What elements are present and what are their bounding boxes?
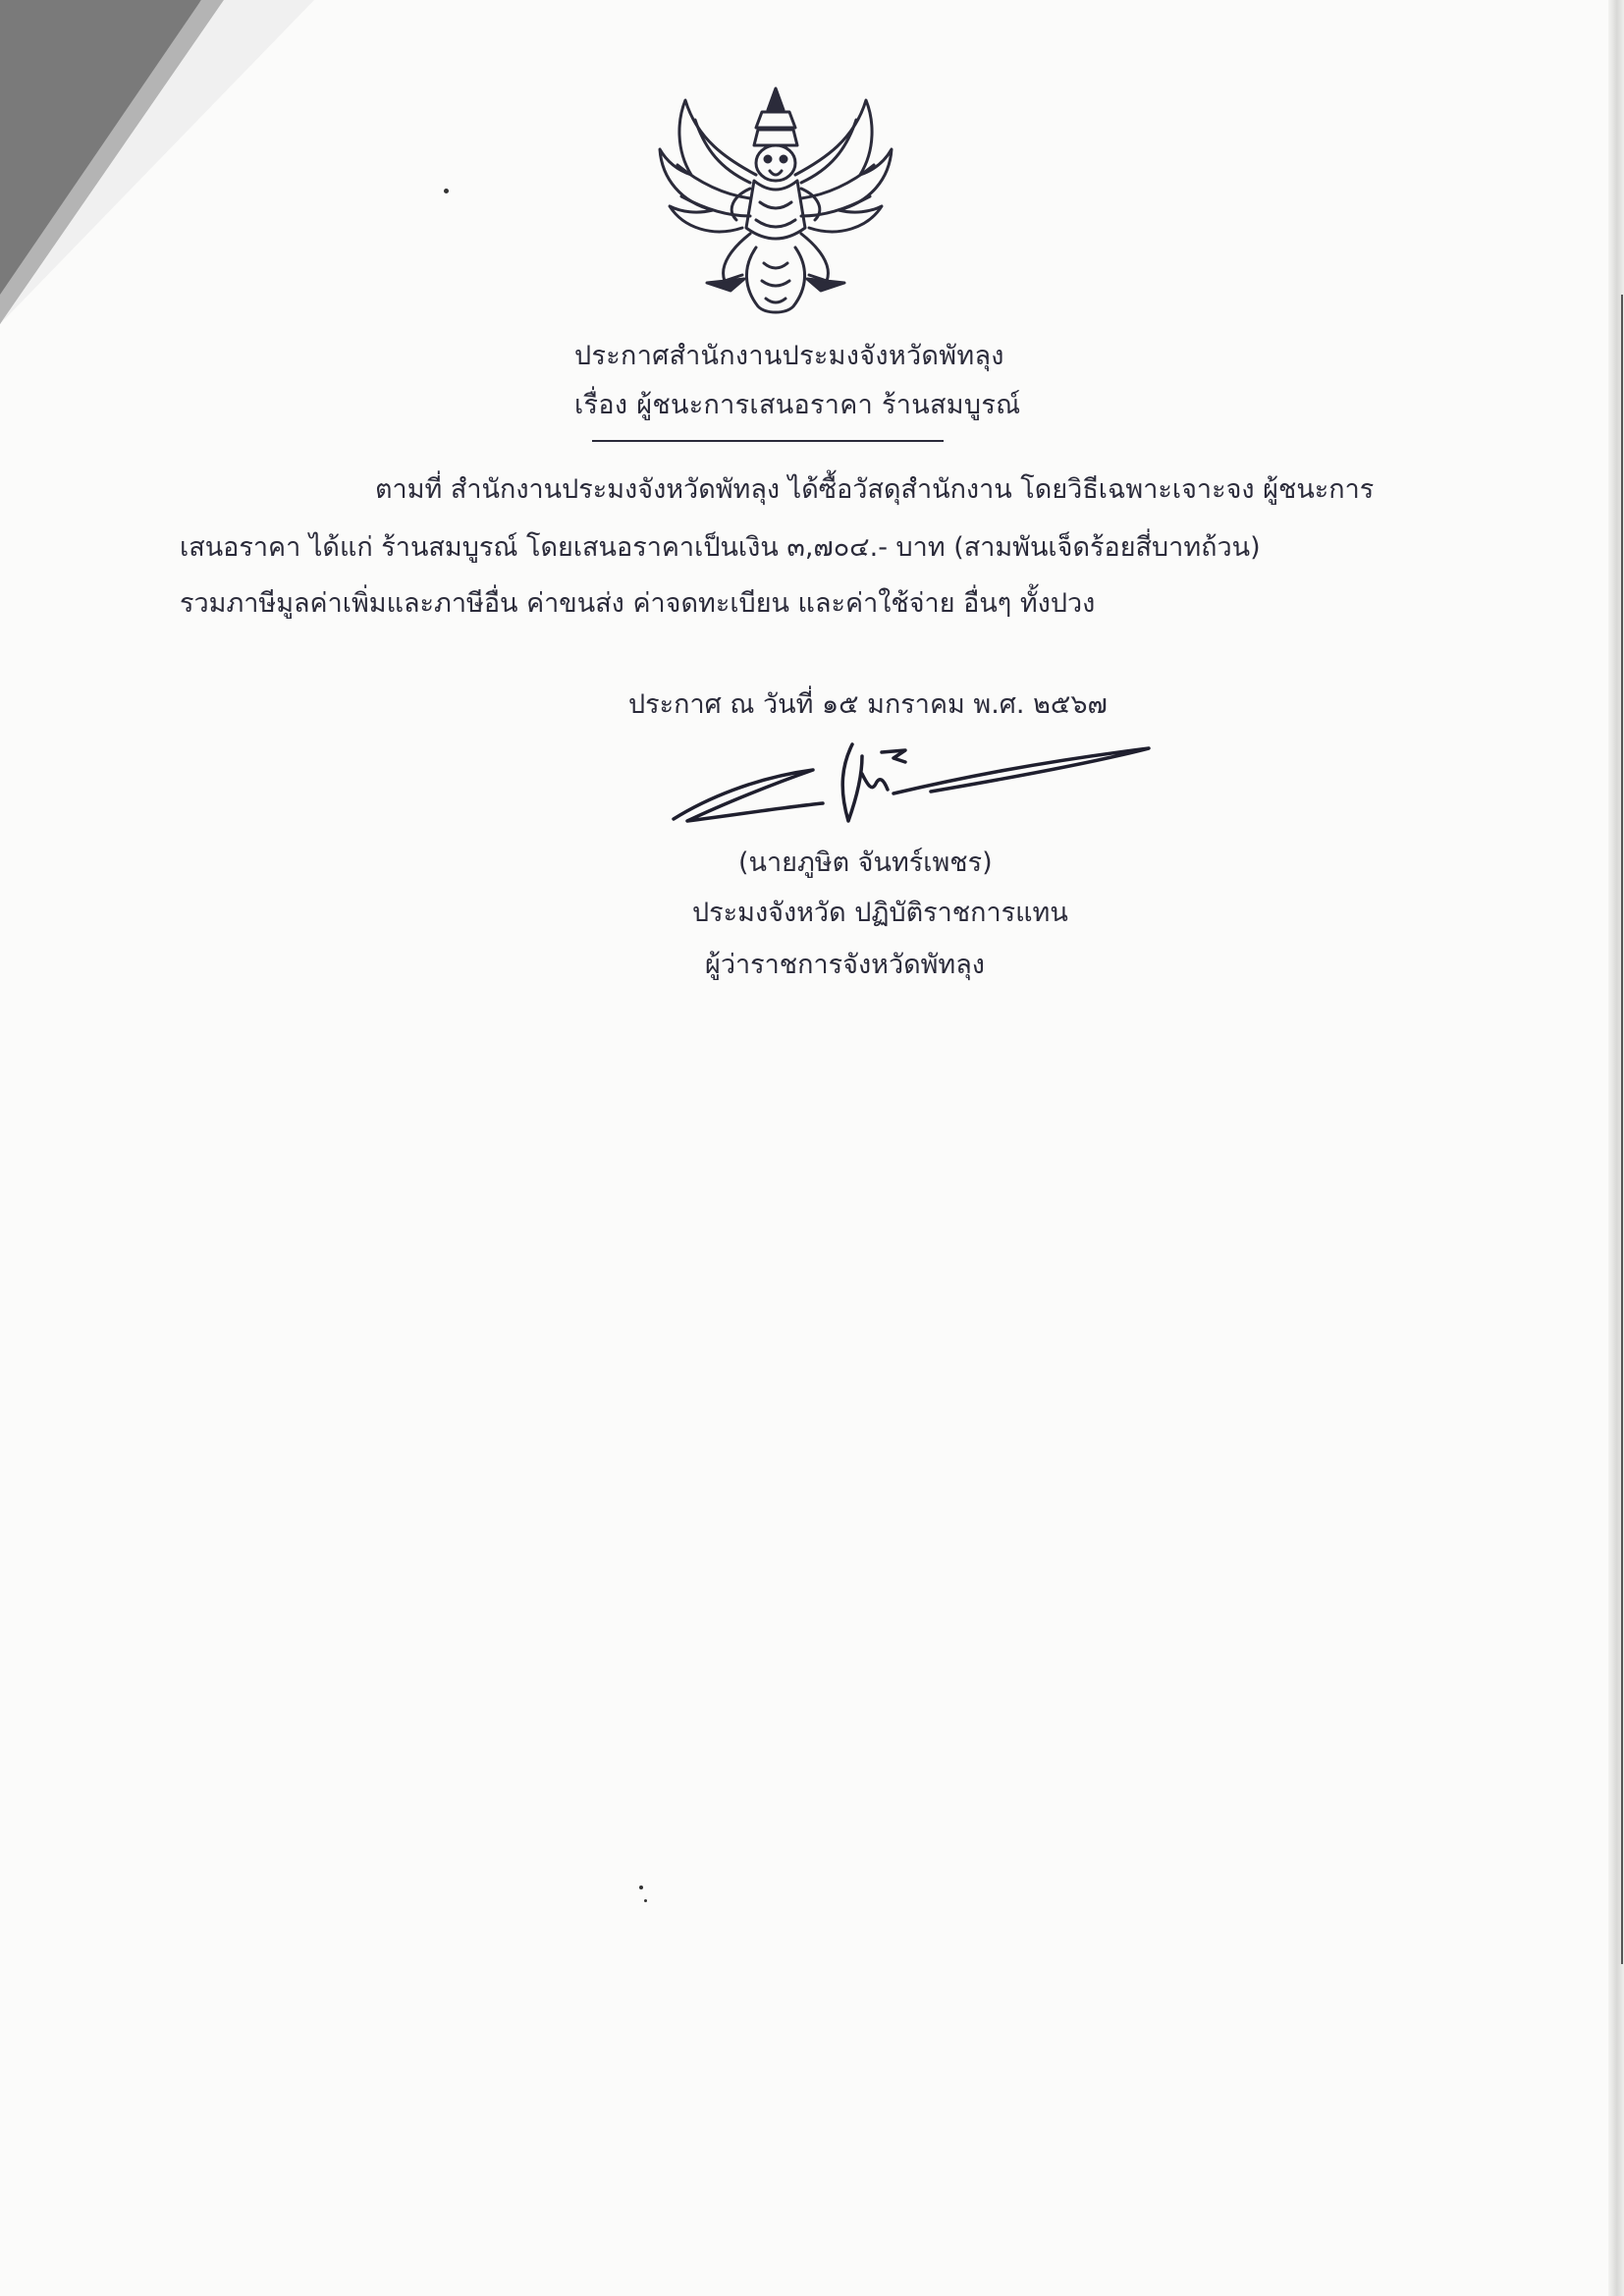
signatory-name: (นายภูษิต จันทร์เพชร): [738, 847, 993, 878]
scan-shadow-corner: [0, 0, 314, 324]
header-divider: [592, 440, 944, 442]
scan-edge-line: [1621, 295, 1623, 1964]
body-paragraph-line: ตามที่ สำนักงานประมงจังหวัดพัทลุง ได้ซื้อวัสดุสำนักงาน โดยวิธีเฉพาะเจาะจง ผู้ชนะการ: [375, 474, 1375, 505]
signatory-position: ผู้ว่าราชการจังหวัดพัทลุง: [705, 950, 985, 980]
handwritten-signature: [666, 735, 1157, 843]
scan-speck: [639, 1886, 643, 1889]
signatory-position: ประมงจังหวัด ปฏิบัติราชการแทน: [692, 898, 1068, 928]
body-paragraph-line: รวมภาษีมูลค่าเพิ่มและภาษีอื่น ค่าขนส่ง ค่าจดทะเบียน และค่าใช้จ่าย อื่นๆ ทั้งปวง: [180, 588, 1096, 619]
announcement-date: ประกาศ ณ วันที่ ๑๕ มกราคม พ.ศ. ๒๕๖๗: [628, 689, 1108, 720]
scan-speck: [644, 1899, 647, 1902]
scan-speck: [444, 189, 449, 193]
document-subject: เรื่อง ผู้ชนะการเสนอราคา ร้านสมบูรณ์: [574, 390, 1021, 420]
body-paragraph-line: เสนอราคา ได้แก่ ร้านสมบูรณ์ โดยเสนอราคาเป็นเงิน ๓,๗๐๔.- บาท (สามพันเจ็ดร้อยสี่บาทถ้วน): [180, 532, 1261, 563]
garuda-emblem-icon: [648, 81, 903, 326]
document-title: ประกาศสำนักงานประมงจังหวัดพัทลุง: [574, 341, 1004, 371]
